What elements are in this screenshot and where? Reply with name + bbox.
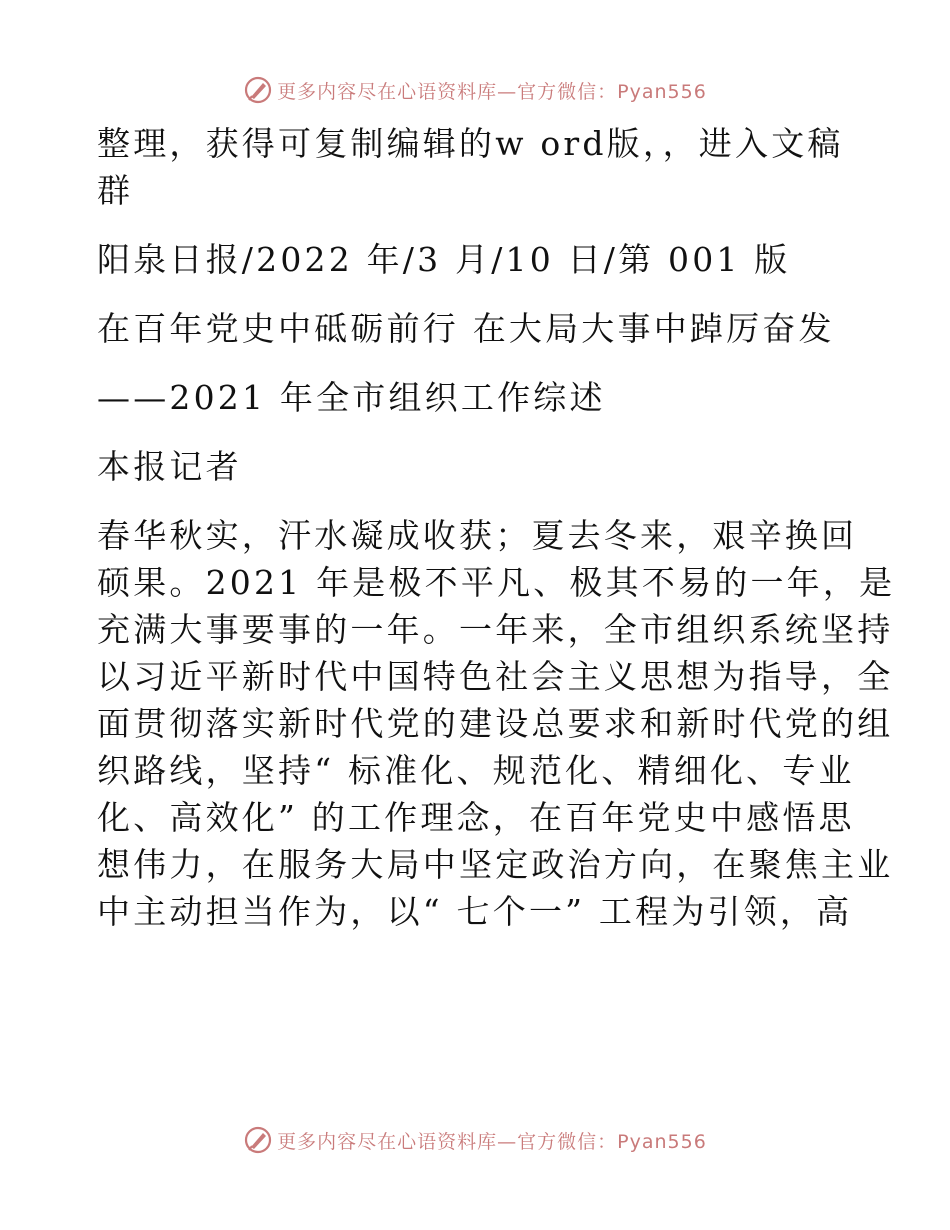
body-line: 春华秋实，汗水凝成收获；夏去冬来，艰辛换回	[97, 516, 858, 555]
article-subtitle: ——2021 年全市组织工作综述	[97, 378, 606, 417]
body-line: 想伟力，在服务大局中坚定政治方向，在聚焦主业	[97, 845, 894, 884]
banner-label: 更多内容尽在心语资料库—官方微信：	[277, 1130, 618, 1153]
intro-line: 群	[97, 171, 134, 210]
body-line: 硕果。2021 年是极不平凡、极其不易的一年，是	[97, 563, 896, 602]
banner-wechat-id: Pyan556	[617, 80, 707, 103]
intro-paragraph	[97, 120, 857, 214]
document-body	[97, 120, 896, 935]
byline: 本报记者	[97, 447, 242, 486]
banner-label: 更多内容尽在心语资料库—官方微信：	[277, 80, 618, 103]
footer-banner	[0, 1122, 950, 1158]
source-line: 阳泉日报/2022 年/3 月/10 日/第 001 版	[97, 240, 791, 279]
body-line: 织路线，坚持“ 标准化、规范化、精细化、专业	[97, 751, 855, 790]
body-line: 充满大事要事的一年。一年来，全市组织系统坚持	[97, 610, 894, 649]
banner-text	[277, 1127, 707, 1154]
article-title: 在百年党史中砥砺前行 在大局大事中踔厉奋发	[97, 309, 835, 348]
quill-logo-icon	[243, 75, 273, 105]
body-line: 中主动担当作为，以“ 七个一” 工程为引领，高	[97, 892, 853, 931]
banner-text	[277, 77, 707, 104]
body-line: 化、高效化” 的工作理念，在百年党史中感悟思	[97, 798, 855, 837]
body-paragraph	[97, 512, 896, 935]
body-line: 以习近平新时代中国特色社会主义思想为指导，全	[97, 657, 894, 696]
banner-wechat-id: Pyan556	[617, 1130, 707, 1153]
header-banner	[0, 72, 950, 108]
quill-logo-icon	[243, 1125, 273, 1155]
body-line: 面贯彻落实新时代党的建设总要求和新时代党的组	[97, 704, 894, 743]
intro-line: 整理，获得可复制编辑的w ord版，，进入文稿	[97, 124, 844, 163]
